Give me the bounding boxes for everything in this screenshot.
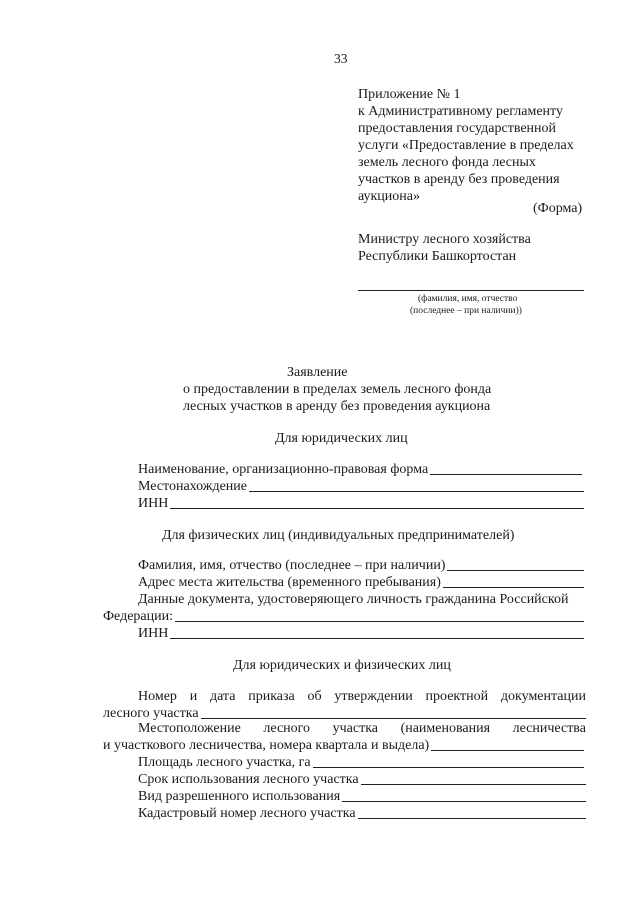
- field-label: ИНН: [138, 496, 169, 511]
- statement-subtitle: лесных участков в аренду без проведения аукциона: [183, 399, 491, 414]
- individual-doc-field[interactable]: [103, 608, 584, 626]
- statement-subtitle: о предоставлении в пределах земель лесного фонда: [183, 382, 492, 397]
- field-label: Вид разрешенного использования: [138, 789, 341, 804]
- addressee-line: Республики Башкортостан: [358, 249, 517, 264]
- fill-line: [170, 638, 584, 639]
- field-label: Адрес места жительства (временного пребывания): [138, 575, 441, 590]
- use-field[interactable]: [138, 788, 586, 806]
- fill-line: [431, 750, 584, 751]
- field-label: Площадь лесного участка, га: [138, 755, 311, 770]
- addressee-line: Министру лесного хозяйства: [358, 232, 531, 247]
- fill-line: [170, 508, 584, 509]
- word: проектной: [425, 689, 489, 704]
- individual-doc-label: Данные документа, удостоверяющего личность гражданина Российской: [138, 592, 569, 607]
- word: и: [189, 689, 198, 704]
- fill-line: [430, 474, 582, 475]
- field-label: Местонахождение: [138, 479, 248, 494]
- fill-line: [201, 718, 586, 719]
- word: документации: [500, 689, 586, 704]
- word: утверждении: [334, 689, 413, 704]
- word: об: [307, 689, 322, 704]
- cadastral-field[interactable]: [138, 805, 586, 823]
- order-label-line: [138, 688, 586, 706]
- field-label: Федерации:: [103, 609, 174, 624]
- appendix-line: Приложение № 1: [358, 87, 461, 102]
- individual-address-field[interactable]: [138, 574, 584, 592]
- fill-line: [249, 491, 584, 492]
- fill-line: [313, 767, 584, 768]
- field-label: лесного участка: [103, 706, 199, 721]
- word: Местоположение: [138, 721, 241, 736]
- appendix-line: аукциона»: [358, 189, 420, 204]
- addressee-hint: (последнее – при наличии)): [410, 306, 522, 316]
- location-label-line: [138, 720, 586, 738]
- word: лесничества: [512, 721, 586, 736]
- both-heading: Для юридических и физических лиц: [233, 658, 451, 673]
- legal-inn-field[interactable]: [138, 495, 584, 513]
- field-label: и участкового лесничества, номера квартала и выдела): [103, 738, 430, 753]
- field-label: Фамилия, имя, отчество (последнее – при наличии): [138, 558, 446, 573]
- word: приказа: [248, 689, 295, 704]
- appendix-line: услуги «Предоставление в пределах: [358, 138, 574, 153]
- appendix-line: к Административному регламенту: [358, 104, 563, 119]
- word: дата: [209, 689, 236, 704]
- fill-line: [361, 784, 586, 785]
- fill-line: [443, 587, 584, 588]
- word: участка: [332, 721, 378, 736]
- legal-heading: Для юридических лиц: [275, 431, 408, 446]
- field-label: Наименование, организационно-правовая форма: [138, 462, 429, 477]
- fill-line: [447, 570, 584, 571]
- fill-line: [358, 818, 586, 819]
- term-field[interactable]: [138, 771, 586, 789]
- addressee-name-line: [358, 290, 584, 291]
- appendix-line: участков в аренду без проведения: [358, 172, 560, 187]
- form-label: (Форма): [533, 201, 583, 216]
- fill-line: [342, 801, 586, 802]
- addressee-hint: (фамилия, имя, отчество: [418, 294, 518, 304]
- field-label: ИНН: [138, 626, 169, 641]
- field-label: Срок использования лесного участка: [138, 772, 359, 787]
- fill-line: [175, 621, 584, 622]
- appendix-line: предоставления государственной: [358, 121, 557, 136]
- individual-heading: Для физических лиц (индивидуальных предпринимателей): [162, 528, 515, 543]
- statement-title: Заявление: [287, 365, 348, 380]
- area-field[interactable]: [138, 754, 584, 772]
- location-field[interactable]: [103, 737, 584, 755]
- individual-fio-field[interactable]: [138, 557, 584, 575]
- word: (наименования: [400, 721, 491, 736]
- appendix-line: земель лесного фонда лесных: [358, 155, 536, 170]
- word: Номер: [138, 689, 177, 704]
- page-number: 33: [334, 51, 348, 66]
- legal-location-field[interactable]: [138, 478, 584, 496]
- field-label: Кадастровый номер лесного участка: [138, 806, 356, 821]
- legal-name-field[interactable]: [138, 461, 582, 479]
- word: лесного: [263, 721, 311, 736]
- individual-inn-field[interactable]: [138, 625, 584, 643]
